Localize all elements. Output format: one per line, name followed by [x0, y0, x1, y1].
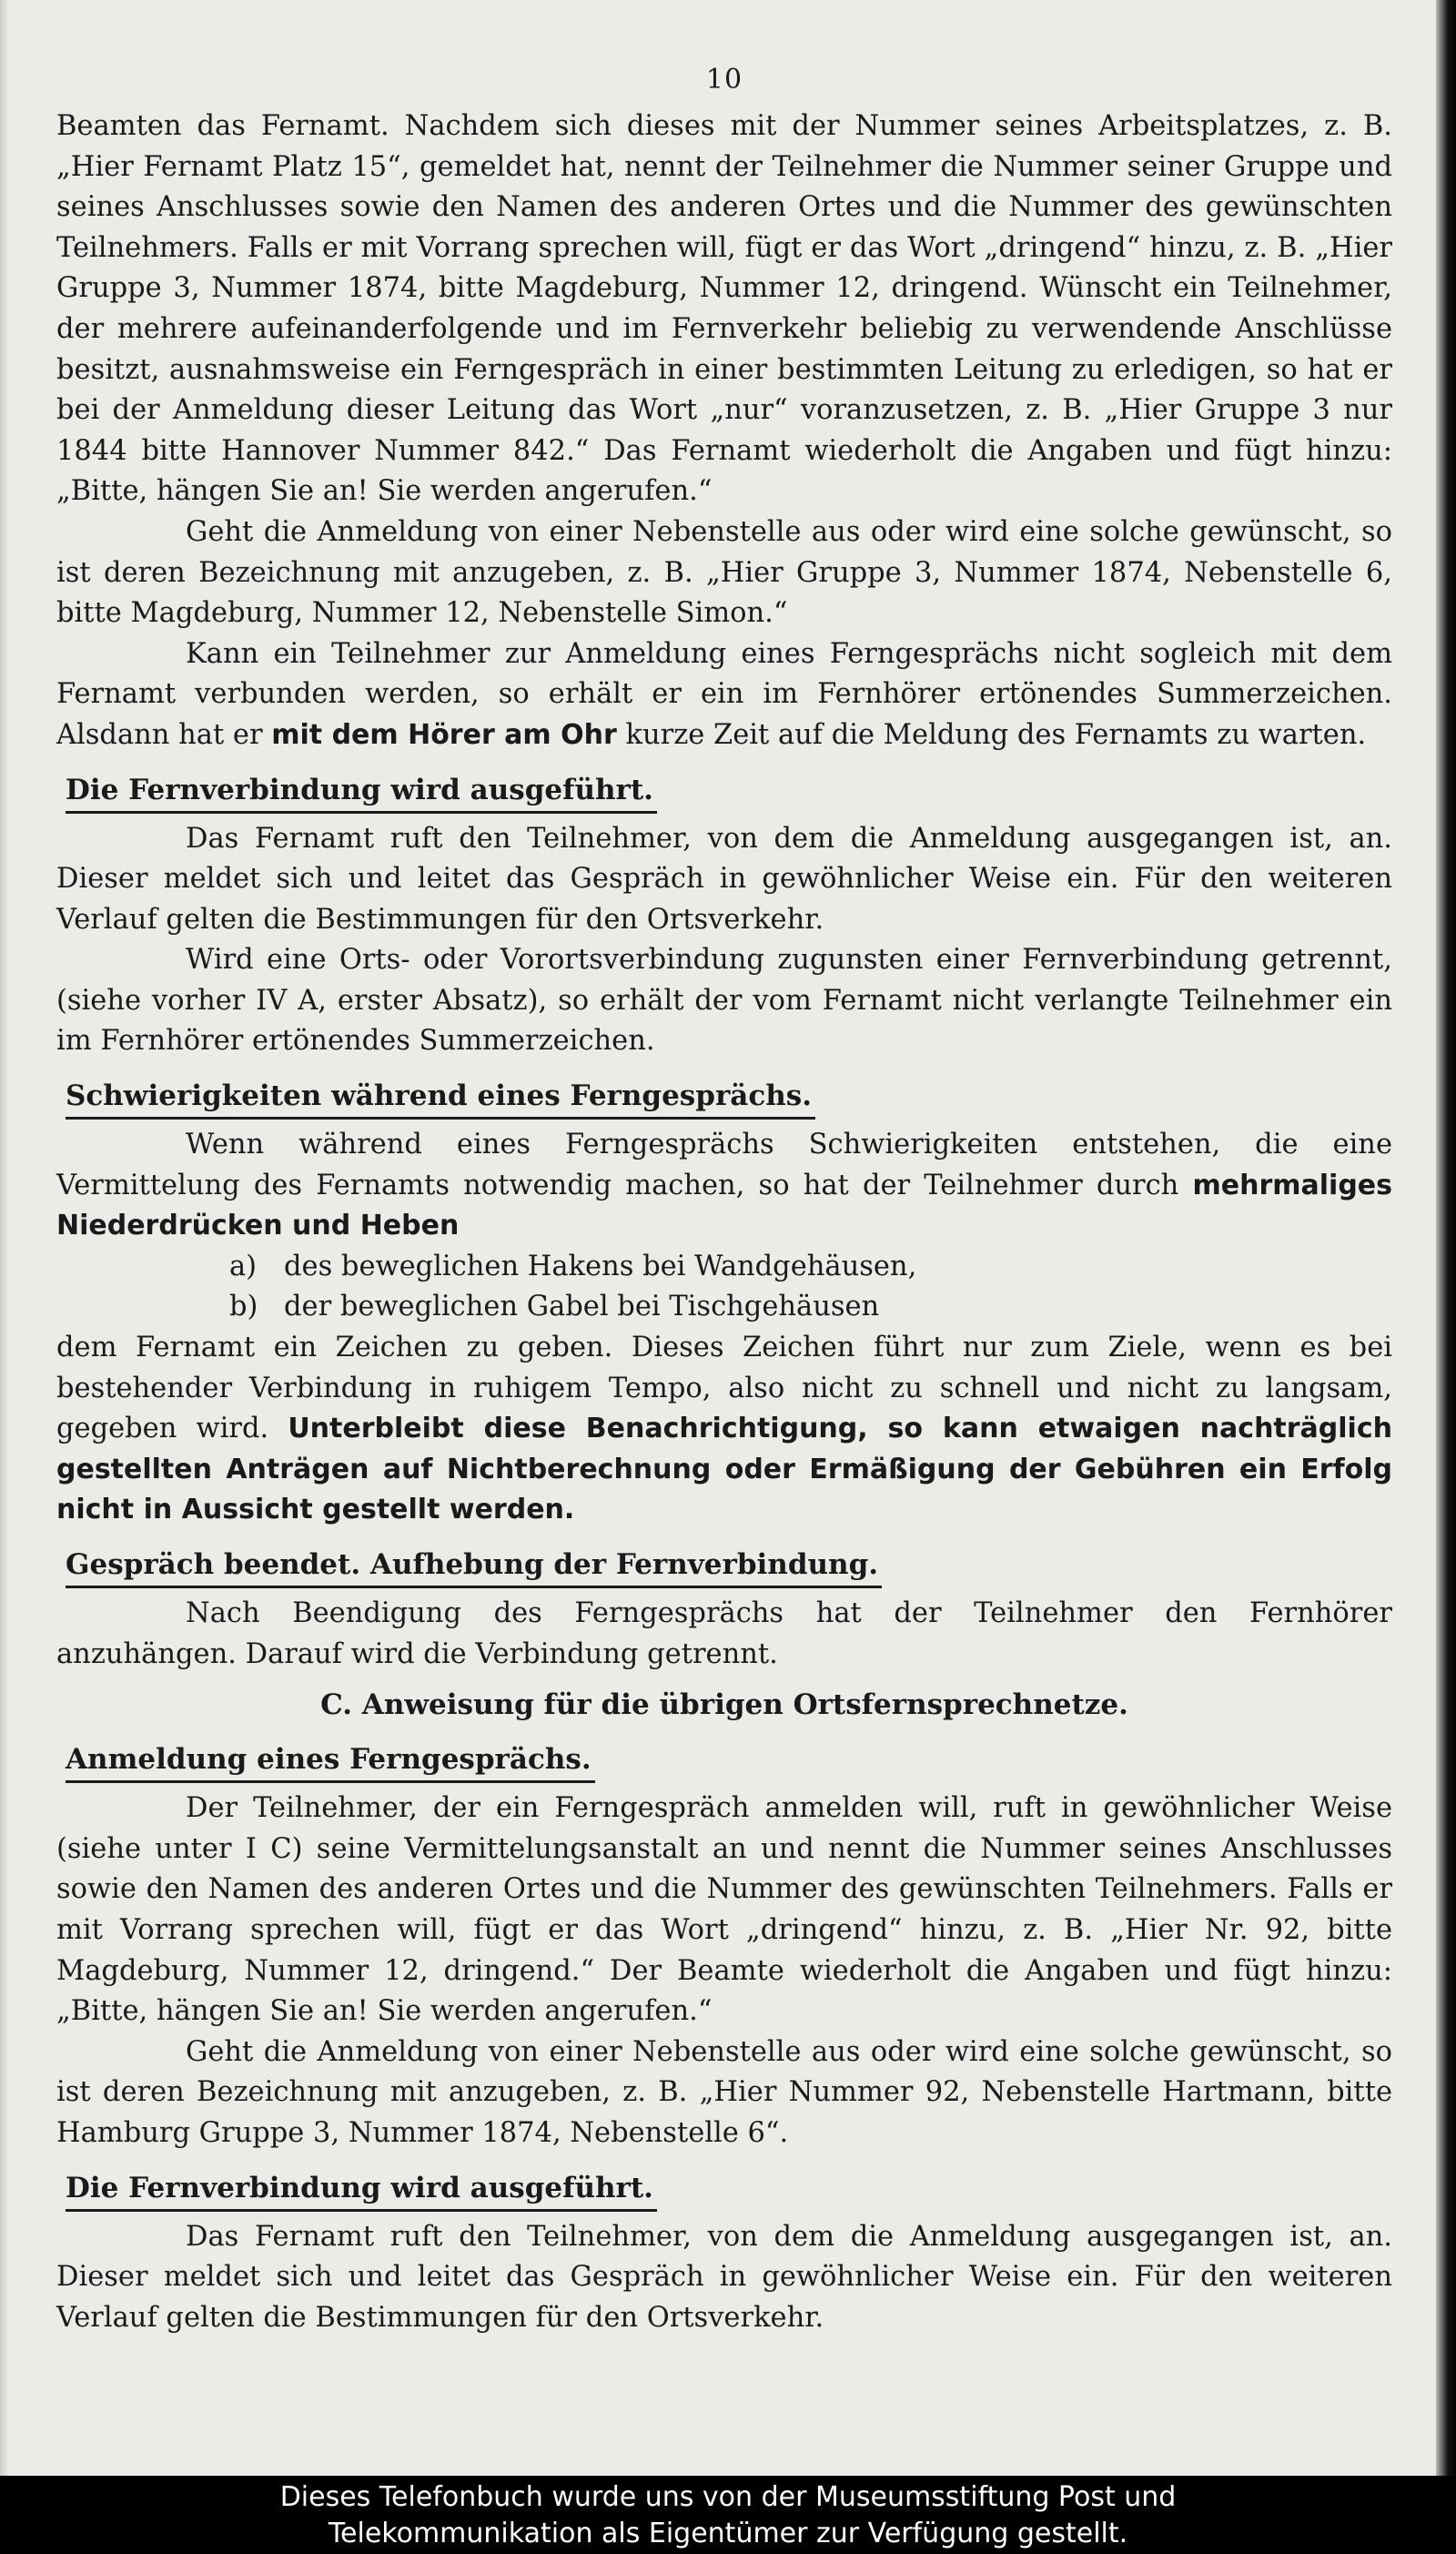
footer-line: Dieses Telefonbuch wurde uns von der Museumsstiftung Post und [279, 2481, 1177, 2513]
paragraph [56, 634, 1392, 756]
paragraph [56, 1125, 1392, 1247]
scan-edge-right [1436, 0, 1456, 2476]
list-item [229, 1247, 1392, 1288]
paragraph: Das Fernamt ruft den Teilnehmer, von dem die Anmeldung ausgegangen ist, an. Dieser meldet sich und leitet das Gespräch in gewöhnlicher Weise ein. Für den weiteren Verlauf gelten die Bestimmungen für den Ortsverkehr. [56, 822, 1392, 936]
section-heading: Gespräch beendet. Aufhebung der Fernverbindung. [66, 1544, 882, 1588]
list-item [229, 1287, 1392, 1328]
emphasized-text: mit dem Hörer am Ohr [271, 718, 617, 751]
paragraph: Beamten das Fernamt. Nachdem sich dieses mit der Nummer seines Arbeitsplatzes, z. B. „Hier Fernamt Platz 15“, gemeldet hat, nennt der Teilnehmer die Nummer seiner Gruppe und seines Anschlusses sowie den Namen des anderen Ortes und die Nummer des gewünschten Teilnehmers. Falls er mit Vorrang sprechen will, fügt er das Wort „dringend“ hinzu, z. B. „Hier Gruppe 3, Nummer 1874, bitte Magdeburg, Nummer 12, dringend. Wünscht ein Teilnehmer, der mehrere aufeinanderfolgende und im Fernverkehr beliebig zu verwendende Anschlüsse besitzt, ausnahmsweise ein Ferngespräch in einer bestimmten Leitung zu erledigen, so hat er bei der Anmeldung dieser Leitung das Wort „nur“ voranzusetzen, z. B. „Hier Gruppe 3 nur 1844 bitte Hannover Nummer 842.“ Das Fernamt wiederholt die Angaben und fügt hinzu: „Bitte, hängen Sie an! Sie werden angerufen.“ [56, 110, 1392, 508]
scan-edge-left [0, 0, 9, 2476]
paragraph [56, 1328, 1392, 1531]
paragraph-text: Kann ein Teilnehmer zur Anmeldung eines Ferngesprächs nicht sogleich mit dem Fernamt verbunden werden, so erhält er ein im Fernhörer ertönendes Summerzeichen. Alsdann hat er [56, 637, 1392, 751]
section-heading: Die Fernverbindung wird ausgeführt. [66, 769, 657, 814]
paragraph: Der Teilnehmer, der ein Ferngespräch anmelden will, ruft in gewöhnlicher Weise (siehe unter I C) seine Vermittelungsanstalt an und nennt die Nummer seines Anschlusses sowie den Namen des anderen Ortes und die Nummer des gewünschten Teilnehmers. Falls er mit Vorrang sprechen will, fügt er das Wort „dringend“ hinzu, z. B. „Hier Nr. 92, bitte Magdeburg, Nummer 12, dringend.“ Der Beamte wiederholt die Angaben und fügt hinzu: „Bitte, hängen Sie an! Sie werden angerufen.“ [56, 1792, 1392, 2028]
paragraph-text: dem Fernamt ein Zeichen zu geben. Dieses Zeichen führt nur zum Ziele, wenn es bei bestehender Verbindung in ruhigem Tempo, also nicht zu schnell und nicht zu langsam, gegeben wird. [56, 1332, 1392, 1445]
section-heading: Schwierigkeiten während eines Ferngesprächs. [66, 1075, 815, 1120]
emphasized-text: Unterbleibt diese Benachrichtigung, so kann etwaigen nachträglich gestellten Anträgen auf Nichtberechnung oder Ermäßigung der Gebühren ein Erfolg nicht in Aussicht gestellt werden. [56, 1413, 1392, 1526]
section-heading: Anmeldung eines Ferngesprächs. [66, 1738, 595, 1783]
emphasized-text: mehrmaliges Niederdrücken und Heben [56, 1169, 1393, 1242]
page-number: 10 [705, 64, 743, 96]
list-item-text: des beweglichen Hakens bei Wandgehäusen, [284, 1250, 917, 1282]
paragraph: Geht die Anmeldung von einer Nebenstelle aus oder wird eine solche gewünscht, so ist deren Bezeichnung mit anzugeben, z. B. „Hier Gruppe 3, Nummer 1874, Nebenstelle 6, bitte Magdeburg, Nummer 12, Nebenstelle Simon.“ [56, 515, 1392, 630]
list-marker: b) [229, 1291, 258, 1323]
document-page [56, 64, 1392, 2338]
section-heading: Die Fernverbindung wird ausgeführt. [66, 2167, 657, 2212]
paragraph: Wird eine Orts- oder Vorortsverbindung zugunsten einer Fernverbindung getrennt, (siehe vorher IV A, erster Absatz), so erhält der vom Fernamt nicht verlangte Teilnehmer ein im Fernhörer ertönendes Summerzeichen. [56, 944, 1392, 1058]
list-item-text: der beweglichen Gabel bei Tischgehäusen [284, 1291, 880, 1323]
paragraph: Nach Beendigung des Ferngesprächs hat der Teilnehmer den Fernhörer anzuhängen. Darauf wird die Verbindung getrennt. [56, 1597, 1392, 1670]
paragraph-text: kurze Zeit auf die Meldung des Fernamts zu warten. [625, 718, 1367, 751]
paragraph-text: Wenn während eines Ferngesprächs Schwierigkeiten entstehen, die eine Vermittelung des Fernamts notwendig machen, so hat der Teilnehmer durch [56, 1129, 1392, 1201]
paragraph: Das Fernamt ruft den Teilnehmer, von dem die Anmeldung ausgegangen ist, an. Dieser meldet sich und leitet das Gespräch in gewöhnlicher Weise ein. Für den weiteren Verlauf gelten die Bestimmungen für den Ortsverkehr. [56, 2220, 1392, 2334]
chapter-heading: C. Anweisung für die übrigen Ortsfernsprechnetze. [320, 1688, 1128, 1722]
list-marker: a) [229, 1250, 258, 1282]
attribution-footer [0, 2476, 1456, 2554]
paragraph: Geht die Anmeldung von einer Nebenstelle aus oder wird eine solche gewünscht, so ist deren Bezeichnung mit anzugeben, z. B. „Hier Nummer 92, Nebenstelle Hartmann, bitte Hamburg Gruppe 3, Nummer 1874, Nebenstelle 6“. [56, 2035, 1392, 2149]
footer-line: Telekommunikation als Eigentümer zur Verfügung gestellt. [328, 2518, 1128, 2549]
